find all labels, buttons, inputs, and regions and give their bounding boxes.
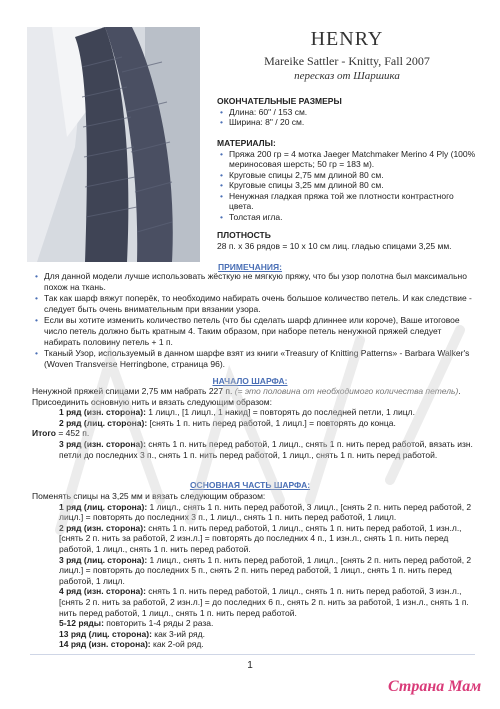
row-text: снять 1 п. нить перед работой, 1 лицл., снять 1 п. нить перед работой, вязать изн. петли до последних 3 п., снять 1 п. нить перед работой, 1 лицл., снять 1 п. нить перед работой. (59, 438, 473, 460)
start-section (32, 386, 478, 460)
start-intro-text: Ненужной пряжей спицами 2,75 мм набрать 227 п. (32, 386, 233, 396)
materials-section (217, 138, 477, 222)
stitch-total (32, 428, 478, 439)
row-label: 13 ряд (лиц. сторона): (59, 628, 152, 639)
start-intro-note: (= это половина от необходимого количества петель) (234, 386, 459, 396)
row-label: 3 ряд (лиц. сторона): (59, 554, 148, 565)
page-number: 1 (247, 660, 253, 671)
row-text: 1 лицл., снять 1 п. нить перед работой, 3 лицл., [снять 2 п. нить перед работой, 2 лицл.] = повторять до последних 3 п., 1 лицл., снять 1 п. нить перед работой, 1 лицл. (59, 501, 472, 523)
main-row (32, 639, 478, 650)
pattern-author: Mareike Sattler - Knitty, Fall 2007 (264, 54, 430, 68)
row-text: [снять 1 п. нить перед работой, 1 лицл.] = повторять до конца. (147, 417, 396, 428)
main-row (32, 555, 478, 587)
row-text: снять 1 п. нить перед работой, 1 лицл., снять 1 п. нить перед работой, 3 изн.л., [снять 2 п. нить за работой, 2 изн.л.] = до последних 6 п., снять 2 п. нить за работой, 1 изн.л., снять 1 п. нить перед работой, 1 лицл., снять 1 п. нить перед работой. (59, 586, 469, 618)
start-intro-end: . Присоединить основную нить и вязать следующим образом: (32, 386, 461, 407)
row-label: 2 ряд (изн. сторона): (59, 522, 146, 533)
row-text: как 3-ий ряд. (151, 628, 205, 639)
notes-heading: ПРИМЕЧАНИЯ: (218, 262, 282, 272)
row-label: 14 ряд (изн. сторона): (59, 639, 151, 650)
main-row (32, 523, 478, 555)
start-heading: НАЧАЛО ШАРФА: (212, 376, 288, 386)
scarf-photo (27, 27, 200, 262)
material-item: • Круговые спицы 3,25 мм длиной 80 см. (217, 180, 477, 191)
sizes-heading: ОКОНЧАТЕЛЬНЫЕ РАЗМЕРЫ (217, 96, 342, 106)
material-item: • Толстая игла. (217, 212, 477, 223)
start-intro (32, 386, 478, 407)
note-item: • Если вы хотите изменить количество петель (что бы сделать шарф длиннее или короче), Ваше итоговое число петель должно быть кратным 4. Таким образом, при наборе петель ненужной пряжей следует набирать половину петель + 1 п. (32, 315, 477, 348)
scarf-illustration (27, 27, 200, 262)
translator-credit: пересказ от Шаршика (294, 70, 400, 82)
total-label: Итого (32, 428, 56, 439)
main-row (32, 618, 478, 629)
row-label: 1 ряд (изн. сторона): (59, 407, 146, 418)
notes-list (32, 271, 477, 370)
gauge-section (217, 230, 477, 251)
row-label: 3 ряд (изн. сторона): (59, 438, 146, 449)
row-label: 5-12 ряды: (59, 618, 104, 629)
footer-rule (30, 654, 475, 655)
material-item: • Круговые спицы 2,75 мм длиной 80 см. (217, 170, 477, 181)
row-label: 2 ряд (лиц. сторона): (59, 417, 148, 428)
start-row-1 (32, 407, 478, 418)
main-intro: Поменять спицы на 3,25 мм и вязать следующим образом: (32, 491, 266, 501)
material-item: • Пряжа 200 гр = 4 мотка Jaeger Matchmaker Merino 4 Ply (100% мериносовая шерсть; 50 гр = 183 м). (217, 149, 477, 170)
row-label: 4 ряд (изн. сторона): (59, 586, 146, 597)
note-item: • Для данной модели лучше использовать жёсткую не мягкую пряжу, что бы узор полотна был максимально похож на ткань. (32, 271, 477, 293)
pattern-title: HENRY (310, 28, 384, 50)
main-row (32, 586, 478, 618)
total-text: = 452 п. (55, 428, 90, 439)
gauge-heading: ПЛОТНОСТЬ (217, 230, 271, 240)
row-label: 1 ряд (лиц. сторона): (59, 501, 148, 512)
sizes-section (217, 96, 477, 128)
row-text: 1 лицл., снять 1 п. нить перед работой, 1 лицл., [снять 2 п. нить перед работой, 2 лицл.] = повторять до последних 5 п., снять 2 п. нить перед работой, 1 лицл., снять 1 п. нить перед работой, 1 лицл. (59, 554, 472, 586)
note-item: • Так как шарф вяжут поперёк, то необходимо набирать очень большое количество петель. И как следствие - следует быть очень внимательным при вязании узора. (32, 293, 477, 315)
main-section (32, 491, 478, 650)
size-item: • Ширина: 8" / 20 см. (217, 117, 477, 128)
note-item: • Тканый Узор, используемый в данном шарфе взят из книги «Treasury of Knitting Patterns» - Barbara Walker's (Woven Transverse Herringbone, страница 96). (32, 348, 477, 370)
main-row (32, 502, 478, 523)
row-text: повторить 1-4 ряды 2 раза. (103, 618, 214, 629)
row-text: 1 лицл., [1 лицл., 1 накид] = повторять до последней петли, 1 лицл. (145, 407, 415, 418)
size-item: • Длина: 60" / 153 см. (217, 107, 477, 118)
row-text: снять 1 п. нить перед работой, 1 лицл., снять 1 п. нить перед работой, 1 изн.л., [снять 2 п. нить за работой, 2 изн.л.] = повторять до последних 4 п., 1 изн.л., снять 1 п. нить перед работой, 1 лицл., снять 1 п. нить перед работой. (59, 522, 462, 554)
gauge-text: 28 п. х 36 рядов = 10 х 10 см лиц. гладью спицами 3,25 мм. (217, 240, 452, 251)
start-row-3 (32, 439, 478, 460)
site-logo: Страна Мам (388, 678, 482, 695)
start-row-2 (32, 418, 478, 429)
material-item: • Ненужная гладкая пряжа той же плотности контрастного цвета. (217, 191, 477, 212)
main-row (32, 629, 478, 640)
row-text: как 2-ой ряд. (150, 639, 204, 650)
materials-heading: МАТЕРИАЛЫ: (217, 138, 276, 148)
main-heading: ОСНОВНАЯ ЧАСТЬ ШАРФА: (189, 480, 311, 490)
